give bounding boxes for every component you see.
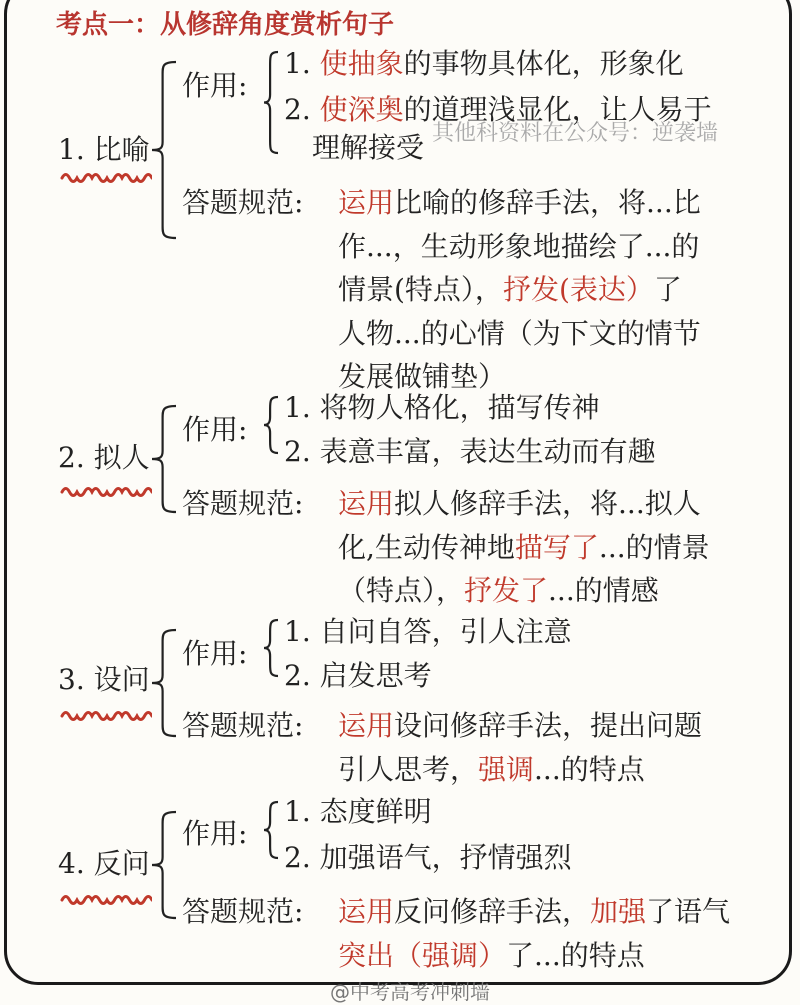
effect-label: 作用:: [182, 637, 248, 670]
section-label: 1. 比喻: [58, 133, 150, 166]
line-text: 了: [653, 273, 682, 306]
effect-item: [284, 432, 656, 472]
section-brace: [150, 810, 178, 920]
red-wavy-underline: [60, 484, 152, 500]
answer-line: [338, 484, 701, 524]
line-text: 2.: [284, 93, 320, 126]
answer-line: [338, 270, 682, 310]
line-text: 的事物具体化，形象化: [403, 47, 684, 80]
line-text: 设问修辞手法，提出问题: [394, 709, 703, 742]
highlight-text: 突出（强调）: [338, 938, 507, 972]
effect-item: [312, 128, 424, 168]
highlight-text: 抒发了: [464, 574, 549, 607]
effect-item: [284, 90, 712, 130]
effect-label: 作用:: [182, 413, 248, 446]
highlight-text: 运用: [338, 895, 395, 928]
page-title: 考点一：从修辞角度赏析句子: [56, 10, 395, 40]
wave-stroke: [62, 175, 152, 182]
answer-line: [338, 750, 645, 790]
highlight-text: 抒发(表达）: [502, 273, 654, 306]
line-text: 反问修辞手法，: [394, 895, 591, 928]
line-text: 理解接受: [312, 131, 425, 164]
line-text: 情景(特点），: [338, 273, 503, 306]
answer-line: [338, 936, 645, 976]
answer-line: [338, 314, 701, 354]
line-text: 1. 态度鲜明: [284, 795, 432, 828]
highlight-text: 运用: [338, 487, 395, 520]
highlight-text: 使抽象: [319, 47, 404, 80]
answer-line: [338, 528, 710, 568]
section-label: 3. 设问: [58, 663, 150, 696]
line-text: 引人思考，: [338, 752, 479, 786]
highlight-text: 描写了: [514, 530, 599, 564]
answer-line: [338, 892, 730, 932]
brace-stroke: [264, 397, 278, 453]
brace-stroke: [152, 62, 176, 238]
line-text: 发展做铺垫）: [338, 360, 507, 393]
answer-label: 答题规范:: [182, 895, 304, 928]
line-text: 了...的特点: [506, 938, 645, 972]
line-text: 2. 表意丰富，表达生动而有趣: [284, 435, 656, 468]
line-text: 比喻的修辞手法，将...比: [394, 186, 701, 219]
footer-credit: @中考高考冲刺墙: [330, 980, 490, 1004]
effect-item: [284, 656, 432, 696]
red-wavy-underline: [60, 892, 152, 908]
section-brace: [150, 60, 178, 240]
answer-label: 答题规范:: [182, 186, 304, 219]
section-label: 2. 拟人: [58, 441, 150, 474]
answer-line: [338, 227, 699, 267]
line-text: （特点），: [338, 574, 465, 607]
line-text: 1. 自问自答，引人注意: [284, 615, 572, 648]
section-label: 4. 反问: [58, 847, 150, 880]
watermark-text: 其他科资料在公众号：逆袭墙: [432, 121, 719, 146]
brace-stroke: [264, 52, 278, 153]
brace-stroke: [264, 620, 278, 676]
highlight-text: 加强: [590, 895, 647, 928]
line-text: 1. 将物人格化，描写传神: [284, 391, 600, 424]
wave-stroke: [62, 897, 152, 904]
line-text: 1.: [284, 47, 320, 80]
highlight-text: 强调: [478, 752, 535, 786]
effect-brace: [262, 618, 280, 678]
line-text: ...的情景: [598, 530, 710, 564]
answer-label: 答题规范:: [182, 709, 304, 742]
line-text: 化,生动传神地: [338, 530, 515, 564]
line-text: 2. 加强语气，抒情强烈: [284, 841, 572, 874]
red-wavy-underline: [60, 708, 152, 724]
effect-item: [284, 838, 572, 878]
effect-label: 作用:: [182, 69, 248, 102]
line-text: 作...，生动形象地描绘了...的: [338, 229, 700, 263]
section-brace: [150, 628, 178, 738]
answer-label: 答题规范:: [182, 487, 304, 520]
line-text: 2. 启发思考: [284, 659, 432, 692]
line-text: ...的特点: [534, 752, 645, 786]
line-text: 了语气: [646, 895, 731, 928]
effect-item: [284, 792, 432, 832]
effect-brace: [262, 800, 280, 860]
line-text: 人物...的心情（为下文的情节: [338, 316, 701, 350]
effect-brace: [262, 395, 280, 455]
answer-line: [338, 183, 701, 223]
answer-line: [338, 706, 702, 746]
brace-stroke: [152, 630, 176, 736]
red-wavy-underline: [60, 170, 152, 186]
highlight-text: 运用: [338, 186, 395, 219]
section-brace: [150, 404, 178, 514]
brace-stroke: [264, 802, 278, 858]
wave-stroke: [62, 489, 152, 496]
answer-line: [338, 571, 659, 611]
line-text: 拟人修辞手法，将...拟人: [394, 487, 701, 520]
effect-item: [284, 44, 684, 84]
effect-item: [284, 388, 600, 428]
wave-stroke: [62, 713, 152, 720]
highlight-text: 使深奥: [319, 93, 404, 126]
line-text: ...的情感: [548, 574, 659, 607]
highlight-text: 运用: [338, 709, 395, 742]
effect-brace: [262, 50, 280, 155]
effect-item: [284, 612, 572, 652]
brace-stroke: [152, 406, 176, 512]
brace-stroke: [152, 812, 176, 918]
line-text: 的道理浅显化，让人易于: [403, 93, 712, 126]
effect-label: 作用:: [182, 817, 248, 850]
